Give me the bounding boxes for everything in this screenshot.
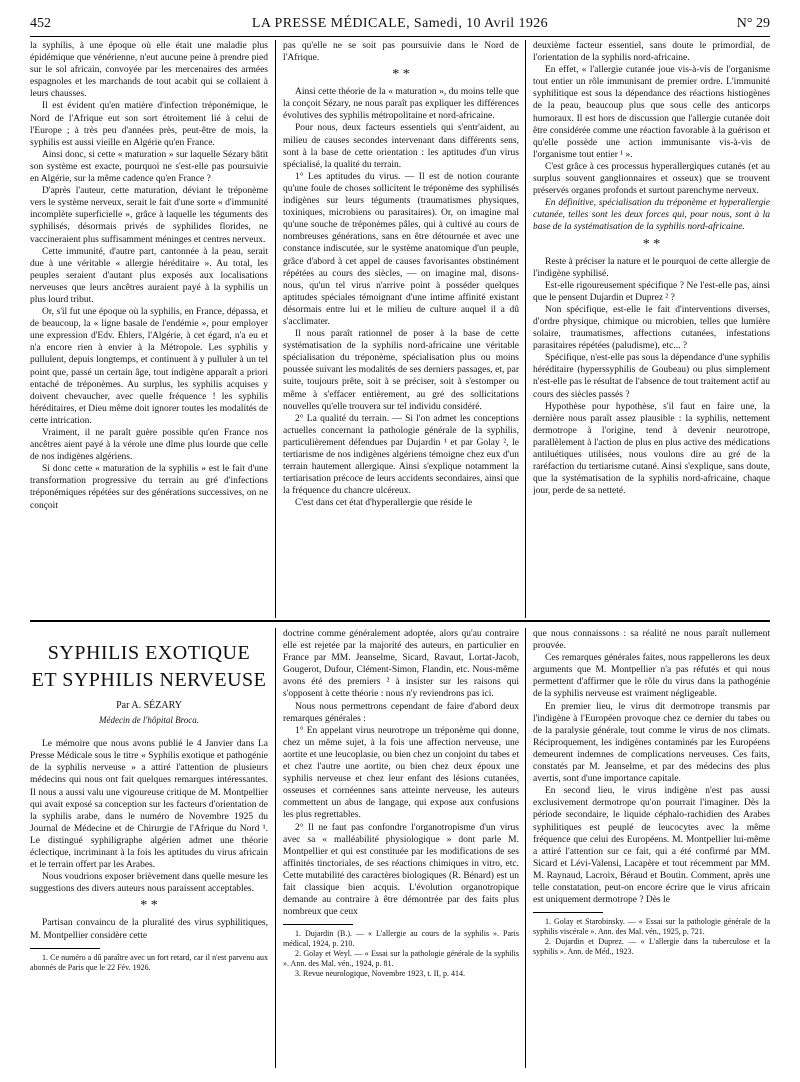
paragraph: D'après l'auteur, cette maturation, déviant le tréponème vers le système nerveux, serait le fait d'une sorte « d'immunité incomplète superficielle », grâce à laquelle les téguments des syphilisés, désormais privés de syphilides florides, ne vaccineraient plus suffisamment méninges et centres nerveux. (30, 186, 268, 245)
paragraph: Vraiment, il ne paraît guère possible qu'en France nos ancêtres aient payé à la vérole une dîme plus lourde que celle de nos indigènes algériens. (30, 428, 268, 463)
paragraph: Ces remarques générales faites, nous rappellerons les deux arguments que M. Montpellier n'a pas réfutés et qui nous permettent d'affirmer que le rôle du virus dans la pathogénie de la syphilis nerveuse est vraiment négligeable. (533, 653, 770, 700)
footnote: 1. Ce numéro a dû paraître avec un fort retard, car il n'est parvenu aux abonnés de Paris que le 22 Fév. 1926. (30, 952, 268, 972)
article-title-line-1: SYPHILIS EXOTIQUE (47, 642, 251, 664)
footnote-rule (30, 948, 100, 949)
paragraph: 1° En appelant virus neurotrope un tréponème qui donne, chez un même sujet, à la fois une affection nerveuse, une aortite et une leucoplasie, ou bien chez un conjoint du tabes et et chez l'autre une aortite, ou bien chez deux époux une syphilis nerveuse et chez leur enfant des lésions cutanées, osseuses et cornéennes sans atteinte nerveuse, les auteurs commettent un abus de langage, qui expose aux confusions les plus regrettables. (283, 725, 519, 821)
paragraph: Nous nous permettrons cependant de faire d'abord deux remarques générales : (283, 701, 519, 724)
column-divider (275, 40, 276, 618)
paragraph: pas qu'elle ne se soit pas poursuivie dans le Nord de l'Afrique. (283, 41, 519, 64)
paragraph: Ainsi cette théorie de la « maturation », du moins telle que la conçoit Sézary, ne nous paraît pas expliquer les différences évolutives des syphilis métropolitaine et nord-africaine. (283, 87, 519, 122)
footnote: 2. Golay et Weyl. — « Essai sur la pathologie générale de la syphilis ». Ann. des Mal. vén., 1924, p. 81. (283, 949, 519, 969)
top-column-1 (30, 40, 268, 618)
article-author: Par A. SÉZARY (116, 700, 182, 711)
paragraph: Hypothèse pour hypothèse, s'il faut en faire une, la dernière nous paraît assez plausible : la syphilis, nettement dermotrope à l'origine, tend à devenir neurotrope, parallèlement à l'action de plus en plus active des médications antiluétiques utilisées, nous voulons dire au gré de la raréfaction du tertiarisme cutané. Ainsi s'explique, sans doute, que la systématisation de la syphilis nord-africaine, chaque jour, perde de sa netteté. (533, 401, 770, 497)
paragraph: la syphilis, à une époque où elle était une maladie plus épidémique que vénérienne, n'eut aucune peine à prendre pied sur le sol africain, convoyée par les mercenaires des armées espagnoles et les marchands de tout acabit qui se collaient à leurs chausses. (30, 41, 268, 100)
top-column-3 (533, 40, 770, 618)
footnote: 1. Dujardin (B.). — « L'allergie au cours de la syphilis ». Paris médical, 1924, p. 210. (283, 929, 519, 949)
paragraph: Il nous paraît rationnel de poser à la base de cette systématisation de la syphilis nord-africaine une véritable spécialisation du tréponème, spécialisation plus ou moins poussée suivant les modalités de ses derniers passages, et, par suite, toujours prête, soit à se préciser, soit à s'estomper ou même à s'effacer entièrement, au gré des sollicitations nouvelles qu'elle trouvera sur tel individu considéré. (283, 329, 519, 412)
paragraph: 1° Les aptitudes du virus. — Il est de notion courante qu'une foule de choses sollicitent le tréponème des syphilisés indigènes sur leurs téguments (traumatismes physiques, toxiniques, microbiens ou parasitaires). Or, on imagine mal qu'une souche de tréponèmes pâles, qui à cultivé au cours de nombreuses générations, sans en être détournée et avec une constance indiscutée, sur le système anatomique d'un peuple, grâce d'abord à cet appel de causes favorisantes obstinément répétées au cours des siècles, — on imagine mal, disons-nous, qu'un tel virus n'arrive point à posséder quelques aptitudes spéciales témoignant d'une intime affinité existant désormais entre lui et le milieu de culture auquel il a dû s'acclimater. (283, 171, 519, 327)
article-title (30, 640, 268, 694)
footnote: 2. Dujardin et Duprez. — « L'allergie dans la tuberculose et la syphilis ». Ann. de Méd., 1923. (533, 937, 770, 957)
column-divider (525, 628, 526, 1068)
paragraph: Est-elle rigoureusement spécifique ? Ne l'est-elle pas, ainsi que le pensent Dujardin et Duprez ² ? (533, 280, 770, 303)
paragraph: Le mémoire que nous avons publié le 4 Janvier dans La Presse Médicale sous le titre « Syphilis exotique et pathogénie de la syphilis nerveuse » a attiré l'attention de plusieurs médecins qui nous ont fait quelques remarques intéressantes. Il nous a aussi valu une vigoureuse critique de M. Montpellier qui avait exposé sa conception sur les facteurs d'orientation de la syphilis arabe, dans le numéro de Novembre 1925 du Journal de Médecine et de Chirurgie de l'Afrique du Nord ¹. Le distingué syphiligraphe algérien admet une théorie éclectique, incriminant à la fois les aptitudes du virus africain et le terrain offert par les Arabes. (30, 739, 268, 871)
paragraph: En premier lieu, le virus dit dermotrope transmis par l'indigène à l'Européen provoque chez ce dernier du tabes ou de la paralysie générale, tout comme le virus de nos climats. Réciproquement, les indigènes contaminés par les Européens demeurent indemnes de complications nerveuses. Ces faits, constatés par M. Jeanselme, et par des médecins des plus avertis, sont d'une importance capitale. (533, 701, 770, 785)
paragraph: 2° Il ne faut pas confondre l'organotropisme d'un virus avec sa « malléabilité physiologique » dont parle M. Montpellier et qui est constituée par les modifications de ses affinités tinctoriales, de ses réactions chimiques in vitro, etc. Cette mutabilité des caractères biologiques (R. Bénard) est un fait classique bien acquis. L'évolution organotropique demande au contraire à être démontrée par des faits plus nombreux que ceux (283, 822, 519, 918)
column-divider (275, 628, 276, 1068)
paragraph: doctrine comme généralement adoptée, alors qu'au contraire elle est rejetée par la majorité des auteurs, en particulier en France par MM. Jeanselme, Sicard, Ravaut, Lortat-Jacob, Gougerot, Dufour, Clément-Simon, Flandin, etc. Nous-même avons été des premiers ² à insister sur les raisons qui s'opposent à cette théorie : nous n'y reviendrons pas ici. (283, 629, 519, 700)
paragraph: Partisan convaincu de la pluralité des virus syphilitiques, M. Montpellier considère cette (30, 918, 268, 941)
section-separator: * * (140, 898, 158, 914)
section-separator: * * (642, 236, 661, 252)
paragraph: C'est dans cet état d'hyperallergie que réside le (295, 498, 473, 509)
author-affiliation: Médecin de l'hôpital Broca. (98, 715, 200, 726)
paragraph: Spécifique, n'est-elle pas sous la dépendance d'une syphilis héréditaire (hyperssyphilis de Goubeau) ou plus simplement n'est-elle pas le résultat de l'absence de tout traitement actif au cours des siècles passés ? (533, 353, 770, 400)
paragraph: Cette immunité, d'autre part, cantonnée à la peau, serait due à une véritable « allergie héréditaire ». Au total, les peuples seraient d'autant plus exposés aux localisations nerveuses que leurs ancêtres auraient payé à la syphilis un plus lourd tribut. (30, 246, 268, 305)
paragraph: Non spécifique, est-elle le fait d'interventions diverses, d'ordre physique, chimique ou microbien, telles que lumière solaire, traumatismes, affections cutanées, infestations parasitaires répétées (paludisme), etc... ? (533, 304, 770, 352)
page-header (30, 16, 770, 34)
paragraph: Or, s'il fut une époque où la syphilis, en France, dépassa, et de beaucoup, la « ligne basale de l'endémie », pour employer une expression d'Edv. Ehlers, l'Algérie, à cet égard, n'a eu et n'a encore rien à envier à la Métropole. Les syphilis y pullulent, depuis longtemps, et continuent à y pulluler à un tel point que, passé un certain âge, tout indigène apparaît a priori entaché de tréponèmes. Au surplus, les syphilis acquises y doivent chevaucher, avec quelle fréquence ! les syphilis héréditaires, et Dieu même doit ignorer toutes les modalités de cette intrication. (30, 307, 268, 426)
paragraph: que nous connaissons : sa réalité ne nous paraît nullement prouvée. (533, 629, 770, 652)
bottom-column-3 (533, 628, 770, 1068)
journal-title: LA PRESSE MÉDICALE, Samedi, 10 Avril 1926 (251, 16, 549, 31)
paragraph: En effet, « l'allergie cutanée joue vis-à-vis de l'organisme tout entier un rôle immunisant de premier ordre. L'immunité syphilitique est sous la dépendance des réactions histiogènes de la peau, beaucoup plus que sous celle des anticorps humoraux. Il est hors de discussion que l'allergie cutanée doit être considérée comme une réaction favorable à la guérison et qu'elle possède une action immunisante vis-à-vis de l'organisme tout entier ¹ ». (533, 65, 770, 160)
footnote-rule (533, 912, 603, 913)
top-column-2 (283, 40, 519, 618)
section-rule (30, 620, 770, 622)
column-divider (525, 40, 526, 618)
paragraph: Si donc cette « maturation de la syphilis » est le fait d'une transformation progressive du terrain au gré d'infections tréponémiques répétées sur des générations successives, on ne conçoit (30, 464, 268, 511)
footnote-rule (283, 924, 353, 925)
paragraph: Pour nous, deux facteurs essentiels qui s'entr'aident, au milieu de causes secondes intervenant dans différents sens, sont à la base de cette orientation : les aptitudes d'un virus spécialisé, la qualité du terrain. (283, 123, 519, 170)
paragraph: En second lieu, le virus indigène n'est pas aussi exclusivement dermotrope qu'on pourrait l'imaginer. Dès la période secondaire, le liquide céphalo-rachidien des Arabes syphilitiques est peuplé de leucocytes avec la même fréquence que celui des Européens. M. Montpellier lui-même a attiré l'attention sur ce fait, qui a été confirmé par MM. Sicard et Lévi-Valensi, Lacapère et tout récemment par MM. M. Raynaud, Lacroix, Béraud et Boutin. Comment, après une telle constatation, peut-on encore écrire que le virus africain est uniquement dermotrope ? Dès le (533, 786, 770, 906)
page-number: 452 (30, 16, 51, 31)
header-rule (30, 36, 770, 37)
paragraph-conclusion: En définitive, spécialisation du tréponème et hyperallergie cutanée, telles sont les deux forces qui, pour nous, sont à la base de la systématisation de la syphilis nord-africaine. (533, 198, 770, 233)
paragraph: Ainsi donc, si cette « maturation » sur laquelle Sézary bâtit son système est exacte, pourquoi ne s'est-elle pas poursuivie en Algérie, sur la même cadence qu'en France ? (30, 149, 268, 185)
article-title-line-2: ET SYPHILIS NERVEUSE (31, 669, 267, 691)
paragraph: deuxième facteur essentiel, sans doute le primordial, de l'orientation de la syphilis nord-africaine. (533, 41, 770, 64)
footnote: 3. Revue neurologique, Novembre 1923, t. II, p. 414. (295, 969, 465, 979)
bottom-column-2 (283, 628, 519, 1068)
issue-number: N° 29 (736, 16, 770, 31)
paragraph: Il est évident qu'en matière d'infection tréponémique, le Nord de l'Afrique eut son sort étroitement lié à celui de l'Europe ; à très peu d'années près, peut-être de mois, la syphilis est aussi vieille en Algérie qu'en France. (30, 101, 268, 148)
paragraph: Reste à préciser la nature et le pourquoi de cette allergie de l'indigène syphilisé. (533, 256, 770, 279)
footnote: 1. Golay et Starobinsky. — « Essai sur la pathologie générale de la syphilis viscérale ». Ann. des Mal. vén., 1925, p. 721. (533, 917, 770, 937)
paragraph: Nous voudrions exposer brièvement dans quelle mesure les suggestions des divers auteurs nous paraissent acceptables. (30, 872, 268, 895)
paragraph: 2° La qualité du terrain. — Si l'on admet les conceptions actuelles concernant la pathologie générale de la syphilis, particulièrement défendues par Dujardin ¹ et par Golay ², le tertiarisme de nos indigènes algériens témoigne chez eux d'un terrain hautement allergique. Ainsi s'explique notamment la tertiarisation précoce de leurs accidents secondaires, ainsi que la fréquence du chancre ulcéreux. (283, 413, 519, 497)
bottom-column-1 (30, 628, 268, 1068)
paragraph: C'est grâce à ces processus hyperallergiques cutanés (et au surplus souvent ganglionnaires et osseux) que se trouvent préservés organes profonds et surtout parenchyme nerveux. (533, 161, 770, 197)
section-separator: * * (392, 67, 410, 83)
